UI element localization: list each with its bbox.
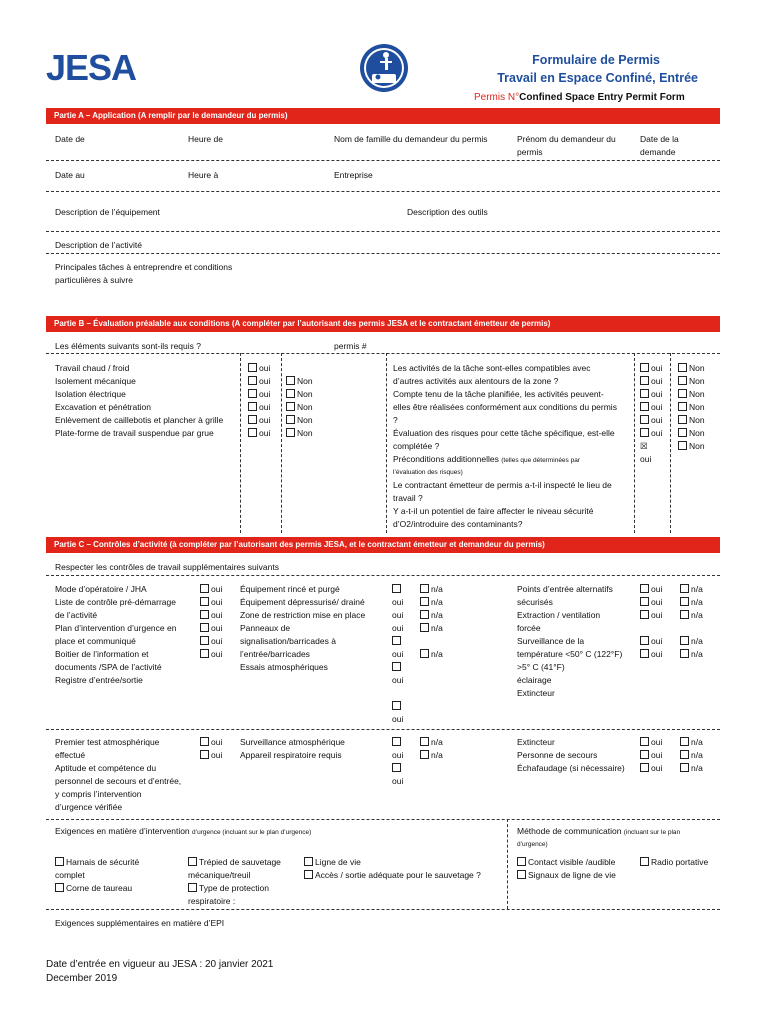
divider xyxy=(46,729,720,730)
no-checkbox[interactable]: Non xyxy=(678,388,705,401)
yes-label: oui xyxy=(392,649,404,659)
checkbox[interactable] xyxy=(392,661,403,674)
yes-checkbox[interactable]: oui xyxy=(200,622,222,635)
yes-label: oui xyxy=(392,597,404,607)
jesa-logo: JESA xyxy=(46,47,137,88)
control-item: Registre d’entrée/sortie xyxy=(55,675,143,685)
permit-number-line xyxy=(474,92,685,103)
checkbox[interactable] xyxy=(392,700,403,713)
yes-checkbox[interactable]: oui xyxy=(640,609,662,622)
control-item: Premier test atmosphérique xyxy=(55,737,160,747)
communication-method-label: Méthode de communication (incluant sur le plan xyxy=(517,826,681,836)
yes-checkbox[interactable]: oui xyxy=(248,414,270,427)
divider xyxy=(46,353,720,354)
request-date-label-1: Date de la xyxy=(640,134,679,144)
column-divider xyxy=(634,353,635,533)
question-text: Évaluation des risques pour cette tâche spécifique, est-elle xyxy=(393,428,615,438)
ppe-requirements-label: Exigences supplémentaires en matière d’EPI xyxy=(55,918,225,928)
yes-checkbox[interactable]: oui xyxy=(248,427,270,440)
lifeline-signals-checkbox[interactable]: Signaux de ligne de vie xyxy=(517,869,616,882)
permit-number-field-label: permis # xyxy=(334,341,367,351)
na-checkbox[interactable]: n/a xyxy=(680,749,703,762)
column-divider xyxy=(507,819,508,909)
control-item: personnel de secours et d’entrée, xyxy=(55,776,182,786)
divider xyxy=(46,909,720,910)
yes-label: oui xyxy=(392,714,404,724)
no-checkbox[interactable]: Non xyxy=(678,427,705,440)
permit-form-name: Confined Space Entry Permit Form xyxy=(519,92,685,103)
main-tasks-label-2: particulières à suivre xyxy=(55,275,133,285)
control-item: Équipement dépressurisé/ drainé xyxy=(240,597,365,607)
communication-method-note: d’urgence) xyxy=(517,841,548,848)
part-c-header: Partie C – Contrôles d’activité (à compléter par l’autorisant des permis JESA, et le contractant émetteur et demandeur du permis) xyxy=(46,537,720,553)
portable-radio-checkbox[interactable]: Radio portative xyxy=(640,856,708,869)
na-checkbox[interactable]: n/a xyxy=(420,648,443,661)
date-from-label: Date de xyxy=(55,134,85,144)
control-item: l’entrée/barricades xyxy=(240,649,310,659)
question-text: travail ? xyxy=(393,493,423,503)
harness-label-cont: complet xyxy=(55,870,85,880)
main-tasks-label-1: Principales tâches à entreprendre et conditions xyxy=(55,262,233,272)
no-checkbox[interactable]: Non xyxy=(678,440,705,453)
checkbox[interactable] xyxy=(392,635,403,648)
control-item: forcée xyxy=(517,623,541,633)
control-item: Boitier de l’information et xyxy=(55,649,149,659)
control-item: Zone de restriction mise en place xyxy=(240,610,366,620)
yes-checkbox[interactable]: oui xyxy=(640,427,662,440)
confined-space-entry-icon xyxy=(358,42,410,94)
control-item: Aptitude et compétence du xyxy=(55,763,157,773)
question-note: l’évaluation des risques) xyxy=(393,469,463,476)
na-checkbox[interactable]: n/a xyxy=(680,583,703,596)
question-text: ? xyxy=(393,415,398,425)
control-item: Échafaudage (si nécessaire) xyxy=(517,763,625,773)
checkbox[interactable] xyxy=(392,736,403,749)
tools-description-label: Description des outils xyxy=(407,207,488,217)
question-text: Compte tenu de la tâche planifiée, les activités peuvent- xyxy=(393,389,604,399)
revision-date: December 2019 xyxy=(46,973,118,984)
column-divider xyxy=(386,353,387,533)
control-item: Extraction / ventilation xyxy=(517,610,601,620)
yes-label: oui xyxy=(392,750,404,760)
question-text: Y a-t-il un potentiel de faire affecter le niveau sécurité xyxy=(393,506,594,516)
question-text: Préconditions additionnelles (telles que déterminées par xyxy=(393,454,580,464)
na-checkbox[interactable]: n/a xyxy=(680,609,703,622)
harness-checkbox[interactable]: Harnais de sécurité xyxy=(55,856,139,869)
yes-checkbox[interactable]: oui xyxy=(640,414,662,427)
question-text: d’O2/introduire des contaminants? xyxy=(393,519,523,529)
request-date-label-2: demande xyxy=(640,147,676,157)
condition-item: Isolement mécanique xyxy=(55,376,136,386)
required-elements-label: Les éléments suivants sont-ils requis ? xyxy=(55,341,201,351)
control-item: Mode d’opératoire / JHA xyxy=(55,584,147,594)
condition-item: Enlèvement de caillebotis et plancher à grille xyxy=(55,415,224,425)
yes-checkbox[interactable]: oui xyxy=(200,736,222,749)
yes-checkbox[interactable]: oui xyxy=(640,583,662,596)
na-checkbox[interactable]: n/a xyxy=(680,648,703,661)
yes-checkbox[interactable]: oui xyxy=(200,609,222,622)
yes-label: oui xyxy=(392,610,404,620)
question-text: complétée ? xyxy=(393,441,440,451)
rescue-access-checkbox[interactable]: Accès / sortie adéquate pour le sauvetage ? xyxy=(304,869,481,882)
na-checkbox[interactable]: n/a xyxy=(680,762,703,775)
na-checkbox[interactable]: n/a xyxy=(420,596,443,609)
na-checkbox[interactable]: n/a xyxy=(420,622,443,635)
time-to-label: Heure à xyxy=(188,170,219,180)
part-b-header: Partie B – Évaluation préalable aux conditions (A compléter par l’autorisant des permis JESA et le contractant émetteur de permis) xyxy=(46,316,720,332)
na-checkbox[interactable]: n/a xyxy=(680,635,703,648)
column-divider xyxy=(281,353,282,533)
control-item: Panneaux de xyxy=(240,623,291,633)
requester-first-name-label-2: permis xyxy=(517,147,543,157)
effective-date: Date d’entrée en vigueur au JESA : 20 janvier 2021 xyxy=(46,959,274,970)
no-checkbox[interactable]: Non xyxy=(678,401,705,414)
divider xyxy=(46,231,720,232)
control-item: éclairage xyxy=(517,675,552,685)
control-item: Extincteur xyxy=(517,737,555,747)
yes-label: oui xyxy=(640,454,652,464)
control-item: Plan d’intervention d’urgence en xyxy=(55,623,177,633)
yes-checkbox[interactable]: oui xyxy=(248,401,270,414)
checkbox[interactable] xyxy=(392,762,403,775)
lifeline-checkbox[interactable]: Ligne de vie xyxy=(304,856,361,869)
question-text: d’autres activités aux alentours de la zone ? xyxy=(393,376,559,386)
control-item: Essais atmosphériques xyxy=(240,662,328,672)
yes-checkbox[interactable]: oui xyxy=(640,736,662,749)
column-divider xyxy=(670,353,671,533)
control-item: >5° C (41°F) xyxy=(517,662,565,672)
yes-checkbox[interactable]: oui xyxy=(248,362,270,375)
yes-checkbox[interactable]: oui xyxy=(640,762,662,775)
condition-item: Travail chaud / froid xyxy=(55,363,130,373)
control-item: température <50° C (122°F) xyxy=(517,649,623,659)
tripod-label-cont: mécanique/treuil xyxy=(188,870,251,880)
form-title-line2: Travail en Espace Confiné, Entrée xyxy=(497,71,698,85)
control-item: Équipement rincé et purgé xyxy=(240,584,340,594)
yes-checkbox[interactable]: oui xyxy=(640,401,662,414)
yes-checkbox[interactable]: oui xyxy=(640,596,662,609)
bull-horn-checkbox[interactable]: Corne de taureau xyxy=(55,882,132,895)
yes-checkbox[interactable]: oui xyxy=(248,388,270,401)
control-item: de l’activité xyxy=(55,610,98,620)
control-item: sécurisés xyxy=(517,597,553,607)
na-checkbox[interactable]: n/a xyxy=(680,736,703,749)
respiratory-protection-checkbox[interactable]: Type de protection xyxy=(188,882,269,895)
part-a-header: Partie A – Application (A remplir par le demandeur du permis) xyxy=(46,108,720,124)
yes-label: oui xyxy=(392,675,404,685)
yes-checkbox[interactable]: oui xyxy=(200,749,222,762)
yes-checkbox[interactable]: oui xyxy=(248,375,270,388)
no-checkbox[interactable]: Non xyxy=(286,375,313,388)
condition-item: Excavation et pénétration xyxy=(55,402,151,412)
respect-controls-label: Respecter les contrôles de travail supplémentaires suivants xyxy=(55,562,279,572)
company-label: Entreprise xyxy=(334,170,373,180)
question-text: Le contractant émetteur de permis a-t-il inspecté le lieu de xyxy=(393,480,612,490)
control-item: Liste de contrôle pré-démarrage xyxy=(55,597,176,607)
divider xyxy=(46,160,720,161)
activity-description-label: Description de l’activité xyxy=(55,240,142,250)
control-item: effectué xyxy=(55,750,86,760)
divider xyxy=(46,191,720,192)
column-divider xyxy=(240,353,241,533)
time-from-label: Heure de xyxy=(188,134,223,144)
no-checkbox[interactable]: Non xyxy=(678,375,705,388)
question-text: Les activités de la tâche sont-elles compatibles avec xyxy=(393,363,591,373)
control-item: Points d’entrée alternatifs xyxy=(517,584,613,594)
divider xyxy=(46,575,720,576)
divider xyxy=(46,819,720,820)
na-checkbox[interactable]: n/a xyxy=(680,596,703,609)
yes-checkbox[interactable]: oui xyxy=(640,749,662,762)
yes-checkbox[interactable]: oui xyxy=(200,648,222,661)
divider xyxy=(46,253,720,254)
yes-checkbox[interactable]: oui xyxy=(200,635,222,648)
respiratory-protection-label-cont: respiratoire : xyxy=(188,896,236,906)
control-item: signalisation/barricades à xyxy=(240,636,336,646)
yes-checkbox[interactable]: oui xyxy=(200,583,222,596)
equipment-description-label: Description de l’équipement xyxy=(55,207,160,217)
yes-checkbox[interactable]: oui xyxy=(640,648,662,661)
emergency-requirements-label: Exigences en matière d’intervention d’urgence (incluant sur le plan d’urgence) xyxy=(55,826,312,836)
na-checkbox[interactable]: n/a xyxy=(420,583,443,596)
yes-label: oui xyxy=(392,776,404,786)
yes-checkbox[interactable]: oui xyxy=(640,388,662,401)
no-checkbox[interactable]: Non xyxy=(286,388,313,401)
yes-checkbox[interactable]: oui xyxy=(640,375,662,388)
requester-first-name-label-1: Prénom du demandeur du xyxy=(517,134,616,144)
control-item: Extincteur xyxy=(517,688,555,698)
checkbox[interactable] xyxy=(392,583,403,596)
requester-last-name-label: Nom de famille du demandeur du permis xyxy=(334,134,488,144)
control-item: Surveillance de la xyxy=(517,636,585,646)
condition-item: Plate-forme de travail suspendue par grue xyxy=(55,428,214,438)
tripod-checkbox[interactable]: Trépied de sauvetage xyxy=(188,856,281,869)
control-item: Appareil respiratoire requis xyxy=(240,750,342,760)
date-to-label: Date au xyxy=(55,170,85,180)
control-item: y compris l’intervention xyxy=(55,789,142,799)
yes-label: oui xyxy=(392,623,404,633)
control-item: place et communiqué xyxy=(55,636,136,646)
yes-checkbox[interactable]: oui xyxy=(640,635,662,648)
na-checkbox[interactable]: n/a xyxy=(420,736,443,749)
na-checkbox[interactable]: n/a xyxy=(420,609,443,622)
no-checkbox[interactable]: Non xyxy=(678,362,705,375)
no-checkbox[interactable]: Non xyxy=(286,401,313,414)
control-item: d’urgence vérifiée xyxy=(55,802,123,812)
yes-checkbox[interactable]: oui xyxy=(640,362,662,375)
control-item: Surveillance atmosphérique xyxy=(240,737,345,747)
condition-item: Isolation électrique xyxy=(55,389,126,399)
yes-checkbox[interactable]: oui xyxy=(200,596,222,609)
visual-contact-checkbox[interactable]: Contact visible /audible xyxy=(517,856,615,869)
no-checkbox[interactable]: Non xyxy=(286,414,313,427)
question-text: elles être réalisées conformément aux conditions du permis xyxy=(393,402,617,412)
na-checkbox[interactable]: n/a xyxy=(420,749,443,762)
permit-number-label: Permis N° xyxy=(474,92,520,103)
control-item: Personne de secours xyxy=(517,750,598,760)
no-checkbox[interactable]: Non xyxy=(678,414,705,427)
checked-checkbox[interactable]: ☒ xyxy=(640,441,648,451)
no-checkbox[interactable]: Non xyxy=(286,427,313,440)
form-title-line1: Formulaire de Permis xyxy=(532,53,660,67)
control-item: documents /SPA de l’activité xyxy=(55,662,162,672)
